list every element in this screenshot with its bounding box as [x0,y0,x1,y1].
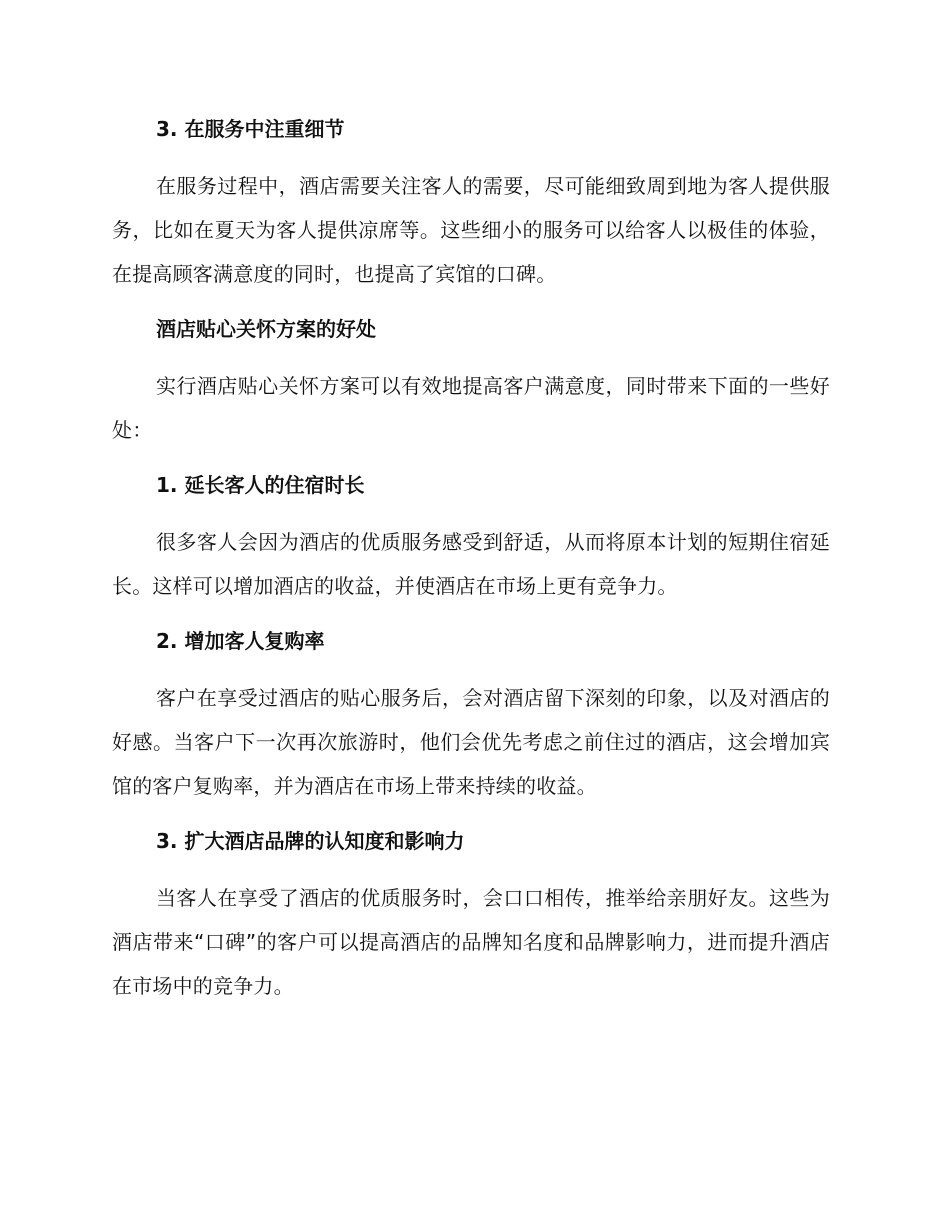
section-paragraph-extend-stay: 很多客人会因为酒店的优质服务感受到舒适，从而将原本计划的短期住宿延长。这样可以增加酒店的收益，并使酒店在市场上更有竞争力。 [112,530,830,598]
section-heading-brand-awareness: 3. 扩大酒店品牌的认知度和影响力 [156,829,465,853]
section-paragraph-service-details: 在服务过程中，酒店需要关注客人的需要，尽可能细致周到地为客人提供服务，比如在夏天为客人提供凉席等。这些细小的服务可以给客人以极佳的体验，在提高顾客满意度的同时，也提高了宾馆的口碑。 [112,174,830,286]
section-paragraph-brand-awareness: 当客人在享受了酒店的优质服务时，会口口相传，推举给亲朋好友。这些为酒店带来“口碑”的客户可以提高酒店的品牌知名度和品牌影响力，进而提升酒店在市场中的竞争力。 [112,886,830,998]
section-paragraph-repurchase-rate: 客户在享受过酒店的贴心服务后，会对酒店留下深刻的印象，以及对酒店的好感。当客户下一次再次旅游时，他们会优先考虑之前住过的酒店，这会增加宾馆的客户复购率，并为酒店在市场上带来持续的收益。 [112,686,830,798]
section-heading-extend-stay: 1. 延长客人的住宿时长 [156,473,365,497]
section-heading-repurchase-rate: 2. 增加客人复购率 [156,629,325,653]
section-heading-service-details: 3. 在服务中注重细节 [156,117,345,141]
document-page [112,112,830,1008]
section-paragraph-benefits: 实行酒店贴心关怀方案可以有效地提高客户满意度，同时带来下面的一些好处： [112,374,830,442]
section-heading-benefits: 酒店贴心关怀方案的好处 [156,317,376,341]
